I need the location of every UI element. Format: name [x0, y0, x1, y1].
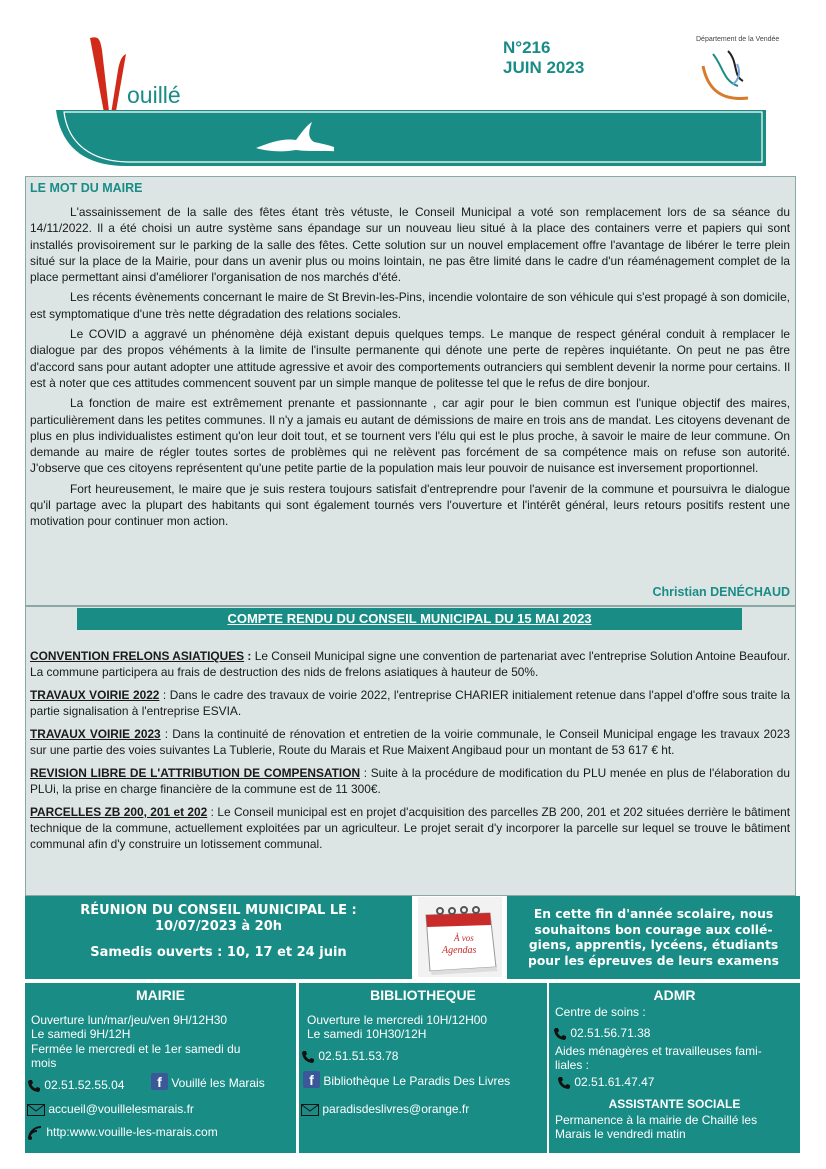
- cr-item-text: Dans le cadre des travaux de voirie 2022, l'entreprise CHARIER initialement retenue dans l'appel d'offre sous traite la partie signalisation à l'entreprise ESVIA.: [30, 688, 790, 718]
- mot-du-maire-text: [30, 204, 790, 534]
- mairie-hours-4: mois: [31, 1056, 57, 1070]
- compte-rendu-body: [30, 648, 790, 859]
- encouragement-text: En cette fin d'année scolaire, nous souhaitons bon courage aux collégiens, apprentis, lycéens, étudiants pour les épreuves de leurs examens: [528, 907, 779, 968]
- maire-paragraph: Le COVID a aggravé un phénomène déjà existant depuis quelques temps. Le manque de respect général conduit à remplacer le dialogue par des propos véhéments à la limite de l'insulte permanente qui dénote une perte de repères inquiétante. On peut ne pas être d'accord sans pour autant adopter une attitude agressive et avoir des comportements outranciers qui semblent devenir la norme pour certains. Il est à noter que ces attitudes commencent souvent par un simple manque de politesse tel que le refus de dire bonjour.: [30, 327, 790, 390]
- phone-icon: [27, 1079, 41, 1093]
- admr-heading: ADMR: [653, 987, 696, 1003]
- admr-aides-2: liales :: [555, 1058, 590, 1072]
- cr-item-text: Le Conseil municipal est en projet d'acquisition des parcelles ZB 200, 201 et 202 situées derrière le bâtiment technique de la commune, actuellement exploitées par un agriculteur. Le projet serait d'y incorporer la parcelle sur lequel se trouve le bâtiment communal afin d'y construire un lotissement communal.: [30, 805, 790, 851]
- reunion-line2: 10/07/2023 à 20h: [154, 919, 283, 934]
- biblio-email-row: [301, 1102, 469, 1116]
- phone-icon: [553, 1027, 567, 1041]
- samedis-ouverts: Samedis ouverts : 10, 17 et 24 juin: [90, 945, 347, 960]
- cr-item: [30, 648, 790, 680]
- biblio-hours-1: Ouverture le mercredi 10H/12H00: [307, 1013, 488, 1027]
- mayor-signature: Christian DENÉCHAUD: [652, 585, 790, 599]
- calendar-icon: [418, 897, 502, 977]
- cr-item-text: Suite à la procédure de modification du PLU menée en plus de l'élaboration du PLUi, la prise en charge financière de la commune est de 11 300€.: [30, 766, 790, 796]
- cr-item-label: CONVENTION FRELONS ASIATIQUES: [30, 649, 245, 663]
- admr-phone1[interactable]: 02.51.56.71.38: [570, 1026, 651, 1040]
- maire-paragraph: Fort heureusement, le maire que je suis restera toujours satisfait d'entreprendre pour l'avenir de la commune et poursuivra le dialogue qu'il partage avec la plupart des habitants qui sont également tournés vers l'ouverture et l'intérêt général, leurs retours positifs restent une motivation pour continuer mon action.: [30, 481, 790, 529]
- mairie-facebook-row[interactable]: [151, 1073, 265, 1090]
- cr-item-text: Le Conseil Municipal signe une convention de partenariat avec l'entreprise Solution Antoine Beaufour. La commune participera au frais de destruction des nids de frelons asiatiques à hauteur de 50%.: [30, 649, 790, 679]
- assistante-sociale-1: Permanence à la mairie de Chaillé les: [555, 1113, 758, 1127]
- vendee-dept-logo: [693, 36, 763, 106]
- cr-item-sep: :: [244, 649, 255, 663]
- mairie-email-row: [27, 1102, 194, 1116]
- biblio-phone[interactable]: 02.51.51.53.78: [318, 1049, 399, 1063]
- mairie-phone-row: [27, 1078, 124, 1093]
- admr-phone2-row: [557, 1075, 654, 1090]
- logo-ouille: ouillé: [127, 82, 181, 108]
- maire-paragraph: La fonction de maire est extrêmement prenante et passionnante , car agir pour le bien commun est l'unique objectif des maires, particulièrement dans les petites communes. Il n'y a jamais eu autant de démissions de maire en trois ans de mandat. Les citoyens devenant de plus en plus individualistes estiment qu'on leur doit tout, et se tournent vers l'élu qui est le plus proche, à savoir le maire de leur commune. On demande au maire de régler toutes sortes de problèmes qui ne relèvent pas forcément de sa compétence mais on refuse son autorité. J'observe que ces citoyens représentent qu'une petite partie de la population mais leur pouvoir de nuisance est inversement proportionnel.: [30, 396, 790, 476]
- biblio-hours-2: Le samedi 10H30/12H: [307, 1027, 427, 1041]
- bibliotheque-heading: BIBLIOTHEQUE: [370, 987, 476, 1003]
- admr-phone1-row: [553, 1026, 650, 1041]
- cr-item: [30, 687, 790, 719]
- biblio-email[interactable]: paradisdeslivres@orange.fr: [322, 1102, 470, 1116]
- cr-item-label: PARCELLES ZB 200, 201 et 202: [30, 805, 208, 819]
- cr-item: [30, 804, 790, 852]
- compte-rendu-title: COMPTE RENDU DU CONSEIL MUNICIPAL DU 15 MAI 2023: [227, 611, 592, 626]
- cr-item-sep: :: [159, 688, 170, 702]
- cr-item-sep: :: [360, 766, 371, 780]
- agenda-text1: À vos: [454, 933, 474, 943]
- issue-number: N°216: [503, 38, 551, 57]
- dept-logo-text: Département de la Vendée: [696, 36, 780, 43]
- assistante-sociale-heading: ASSISTANTE SOCIALE: [608, 1097, 741, 1111]
- admr-panel: [549, 983, 800, 1153]
- newsletter-title: LE P'TIT PIRIN: [330, 112, 719, 163]
- biblio-phone-row: [301, 1049, 398, 1064]
- maire-paragraph: L'assainissement de la salle des fêtes étant très vétuste, le Conseil Municipal a voté son remplacement lors de sa séance du 14/11/2022. Il a été choisi un autre système sans épandage sur un nouveau lieu situé à la place des containers verre et papiers qui sont installés provisoirement sur le parking de la salle des fêtes. Cette solution sur un nouvel emplacement offre l'avantage de libérer le terre plein situé sur la place de la Mairie, pour dans un avenir plus ou moins lointain, ne pas être limité dans le cadre d'un réaménagement complet de la place permettant ainsi d'améliorer l'organisation de nos marchés d'été.: [30, 205, 790, 285]
- reunion-line1: RÉUNION DU CONSEIL MUNICIPAL LE :: [80, 903, 357, 918]
- reunion-text: [25, 903, 412, 961]
- biblio-facebook-row[interactable]: [303, 1071, 510, 1088]
- mairie-web[interactable]: http:www.vouille-les-marais.com: [46, 1125, 218, 1140]
- mairie-panel: [25, 983, 296, 1153]
- admr-phone2[interactable]: 02.51.61.47.47: [574, 1075, 655, 1089]
- issue-info: [503, 38, 584, 78]
- cr-item-text: Dans la continuité de rénovation et entretien de la voirie communale, le Conseil Municipal engage les travaux 2023 sur une partie des voies suivantes La Tublerie, Route du Marais et Rue Maixent Angibaud pour un montant de 53 617 € ht.: [30, 727, 790, 757]
- biblio-facebook[interactable]: Bibliothèque Le Paradis Des Livres: [323, 1074, 511, 1088]
- admr-centre-soins: Centre de soins :: [555, 1005, 646, 1019]
- mairie-phone[interactable]: 02.51.52.55.04: [44, 1078, 125, 1092]
- mairie-web-row: [27, 1125, 218, 1141]
- cr-item-sep: :: [207, 805, 218, 819]
- issue-date: JUIN 2023: [503, 58, 585, 77]
- cr-item: [30, 726, 790, 758]
- phone-icon: [557, 1076, 571, 1090]
- mot-du-maire-heading: LE MOT DU MAIRE: [30, 181, 143, 195]
- cr-item-label: TRAVAUX VOIRIE 2023: [30, 727, 161, 741]
- mairie-hours-2: Le samedi 9H/12H: [31, 1027, 131, 1041]
- phone-icon: [301, 1050, 315, 1064]
- maire-paragraph: Les récents évènements concernant le maire de St Brevin-les-Pins, incendie volontaire de son véhicule qui s'est propagé à son domicile, est symptomatique d'une très nette dégradation des relations sociales.: [30, 290, 790, 321]
- cr-item-label: REVISION LIBRE DE L'ATTRIBUTION DE COMPENSATION: [30, 766, 361, 780]
- admr-aides-1: Aides ménagères et travailleuses fami-: [555, 1044, 762, 1058]
- email-icon: [301, 1104, 319, 1116]
- cr-item-label: TRAVAUX VOIRIE 2022: [30, 688, 160, 702]
- assistante-sociale-2: Marais le vendredi matin: [555, 1127, 686, 1141]
- agenda-text2: Agendas: [442, 945, 477, 956]
- mairie-facebook[interactable]: Vouillé les Marais: [171, 1076, 265, 1090]
- facebook-icon: f: [303, 1071, 320, 1088]
- bibliotheque-panel: [299, 983, 547, 1153]
- mairie-heading: MAIRIE: [136, 987, 185, 1003]
- email-icon: [27, 1104, 45, 1116]
- cr-item: [30, 765, 790, 797]
- wifi-icon: [27, 1125, 43, 1141]
- facebook-icon: f: [151, 1073, 168, 1090]
- cr-item-sep: :: [160, 727, 173, 741]
- mairie-email[interactable]: accueil@vouillelesmarais.fr: [48, 1102, 194, 1116]
- mairie-hours-1: Ouverture lun/mar/jeu/ven 9H/12H30: [31, 1013, 228, 1027]
- mairie-hours-3: Fermée le mercredi et le 1er samedi du: [31, 1042, 241, 1056]
